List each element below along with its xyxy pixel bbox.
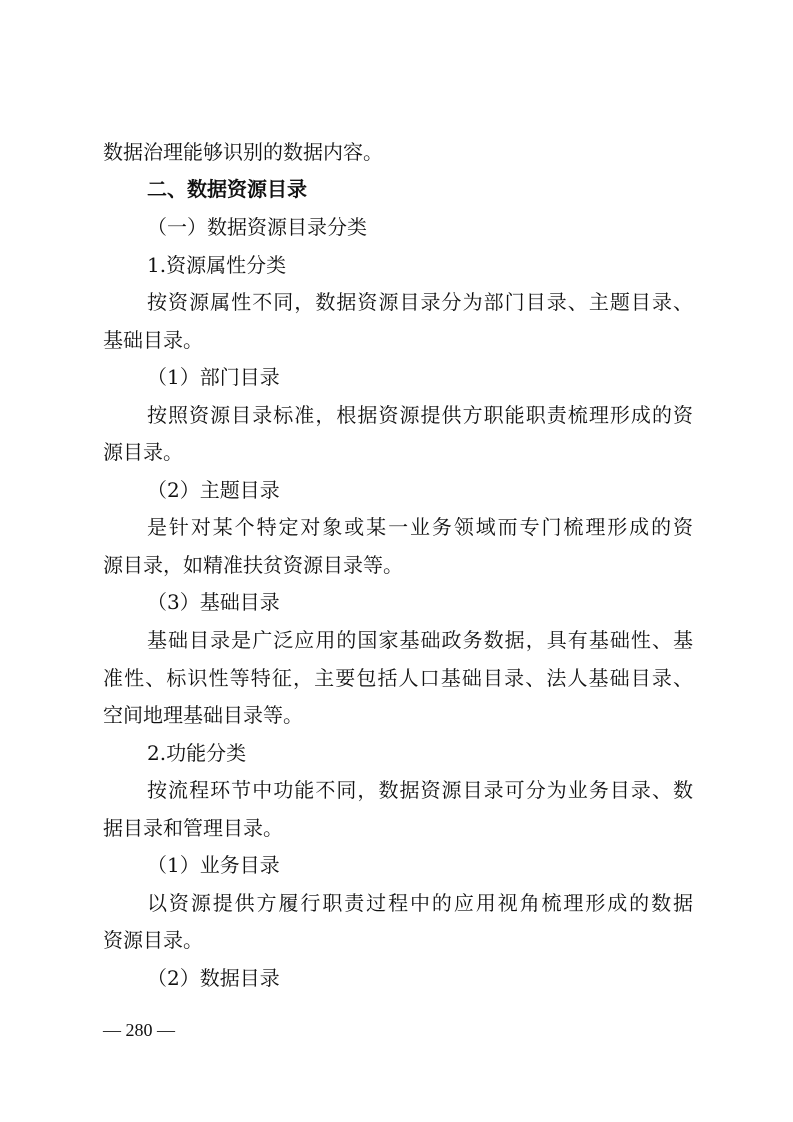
paragraph-line: 是针对某个特定对象或某一业务领域而专门梳理形成的资: [147, 515, 693, 539]
paragraph-line: 按资源属性不同，数据资源目录分为部门目录、主题目录、: [147, 290, 693, 314]
paragraph-line: 基础目录是广泛应用的国家基础政务数据，具有基础性、基: [147, 628, 693, 652]
section-heading: 二、数据资源目录: [147, 177, 307, 201]
item-heading: （1）部门目录: [147, 365, 280, 389]
paragraph-line: 按照资源目录标准，根据资源提供方职能职责梳理形成的资: [147, 403, 693, 427]
paragraph-line: 源目录。: [103, 440, 183, 464]
paragraph-line: 空间地理基础目录等。: [103, 703, 303, 727]
paragraph-line: 按流程环节中功能不同，数据资源目录可分为业务目录、数: [147, 778, 693, 802]
paragraph-line: 准性、标识性等特征，主要包括人口基础目录、法人基础目录、: [103, 666, 693, 690]
item-heading: （2）数据目录: [147, 966, 280, 990]
paragraph-line: 数据治理能够识别的数据内容。: [103, 140, 383, 164]
paragraph-line: 据目录和管理目录。: [103, 816, 283, 840]
paragraph-line: 资源目录。: [103, 928, 203, 952]
paragraph-line: 源目录，如精准扶贫资源目录等。: [103, 553, 403, 577]
paragraph-line: 以资源提供方履行职责过程中的应用视角梳理形成的数据: [147, 891, 693, 915]
subsubsection-heading: 1.资源属性分类: [147, 253, 287, 277]
subsubsection-heading: 2.功能分类: [147, 741, 247, 765]
item-heading: （3）基础目录: [147, 590, 280, 614]
page-number: — 280 —: [103, 1020, 175, 1040]
subsection-heading: （一）数据资源目录分类: [147, 215, 367, 239]
item-heading: （1）业务目录: [147, 853, 280, 877]
item-heading: （2）主题目录: [147, 478, 280, 502]
paragraph-line: 基础目录。: [103, 328, 203, 352]
